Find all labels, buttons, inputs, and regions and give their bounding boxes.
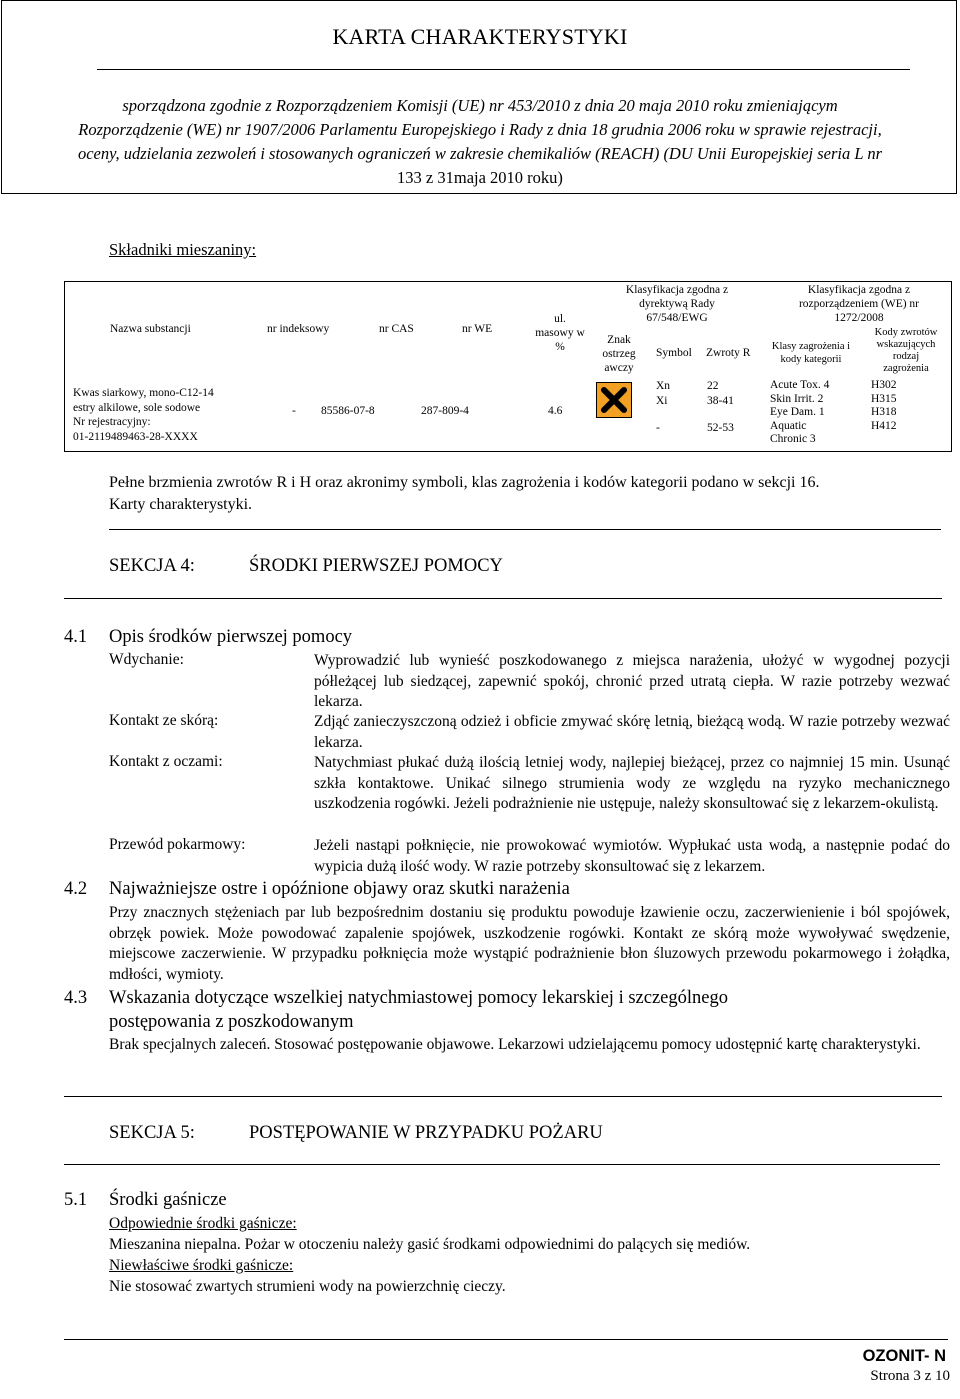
h-code-3: H318: [871, 406, 897, 418]
h-code-1: H302: [871, 379, 897, 391]
document-title: KARTA CHARAKTERYSTYKI: [332, 24, 628, 49]
note-line-2: Karty charakterystyki.: [109, 496, 253, 513]
h-code-4: H412: [871, 419, 897, 432]
first-aid-text: Wyprowadzić lub wynieść poszkodowanego z miejsca narażenia, ułożyć w wygodnej pozycji półleżącej lub siedzącej, zapewnić spokój, chronić przed utratą ciepła. W razie potrzeby wezwać lekarza.: [314, 652, 950, 710]
subsection-4-2-title: Najważniejsze ostre i opóźnione objawy oraz skutki narażenia: [109, 879, 570, 899]
header-mass: [517, 312, 603, 354]
composition-heading: Składniki mieszaniny:: [109, 240, 257, 259]
hazard-classes: [770, 379, 829, 447]
header-hcodes: [861, 327, 951, 375]
substance-name: [73, 386, 214, 444]
unsuitable-media-text: Nie stosować zwartych strumieni wody na powierzchnię cieczy.: [109, 1278, 506, 1295]
medical-aid-text: Brak specjalnych zaleceń. Stosować postępowanie objawowe. Lekarzowi udzielającemu pomocy udostępnić kartę charakterystyki.: [109, 1036, 921, 1053]
r-phrase-3: 52-53: [707, 422, 734, 434]
header-sign-1: Znak: [607, 334, 631, 346]
symbol-none: -: [656, 422, 660, 434]
substance-name-4: 01-2119489463-28-XXXX: [73, 430, 198, 443]
subsection-4-1-number: 4.1: [64, 627, 88, 647]
subsection-4-3-title: [109, 986, 950, 1034]
header-hcodes-4: zagrożenia: [883, 363, 929, 374]
header-regulation-1: Klasyfikacja zgodna z: [807, 284, 911, 296]
section-4-title: ŚRODKI PIERWSZEJ POMOCY: [249, 556, 503, 576]
subtitle-line-1: sporządzona zgodnie z Rozporządzeniem Komisji (UE) nr 453/2010 z dnia 20 maja 2010 roku zmieniającym: [122, 96, 838, 115]
h-code-2: H315: [871, 392, 897, 405]
class-2: Skin Irrit. 2: [770, 392, 824, 405]
header-r-phrases: Zwroty R: [706, 347, 751, 359]
header-classes-2: kody kategorii: [780, 354, 842, 365]
subtitle-line-4: 133 z 31maja 2010 roku): [397, 168, 563, 187]
header-regulation-2: rozporządzeniem (WE) nr: [798, 298, 920, 310]
h-codes: [871, 379, 897, 433]
subsection-5-1-title: Środki gaśnicze: [109, 1190, 227, 1210]
first-aid-text: Zdjąć zanieczyszczoną odzież i obficie zmywać skórę letnią, bieżącą wodą. W razie potrzeby wezwać lekarza.: [314, 713, 950, 751]
r-phrase-1: 22: [707, 380, 719, 392]
suitable-media-label: Odpowiednie środki gaśnicze:: [109, 1215, 297, 1232]
subsection-4-3-number: 4.3: [64, 988, 88, 1008]
r-phrase-2: 38-41: [707, 394, 734, 407]
subsection-4-1-title: Opis środków pierwszej pomocy: [109, 627, 353, 647]
header-directive-3: 67/548/EWG: [646, 312, 708, 324]
header-index: nr indeksowy: [267, 323, 330, 335]
index-value: -: [292, 405, 296, 417]
header-directive-1: Klasyfikacja zgodna z: [625, 284, 729, 296]
first-aid-label: Kontakt ze skórą:: [109, 712, 219, 729]
first-aid-text: Natychmiast płukać dużą ilością letniej wody, najlepiej bieżącej, przez co najmniej 15 min. Usunąć szkła kontaktowe. Unikać silnego strumienia wody ze względu na ryzyko mechanicznego uszkodzenia rogówki. Jeżeli podrażnienie nie ustępuje, należy skonsultować się z lekarzem-okulistą.: [314, 754, 950, 812]
page-number: Strona 3 z 10: [870, 1368, 950, 1384]
symbol-xn: Xn: [656, 380, 671, 392]
first-aid-label: Przewód pokarmowy:: [109, 836, 246, 853]
header-sign: [597, 333, 641, 375]
substance-name-2: estry alkilowe, sole sodowe: [73, 401, 201, 414]
section-5-title: POSTĘPOWANIE W PRZYPADKU POŻARU: [249, 1123, 603, 1143]
subsection-5-1-number: 5.1: [64, 1190, 88, 1210]
first-aid-text: Jeżeli nastąpi połknięcie, nie prowokować wymiotów. Wypłukać usta wodą, a następnie podać do wypicia dużą ilość wody. W razie potrzeby skonsultować się z lekarzem.: [314, 837, 950, 875]
subsection-4-3-title-1: Wskazania dotyczące wszelkiej natychmiastowej pomocy lekarskiej i szczególnego: [109, 988, 728, 1008]
unsuitable-media-label: Niewłaściwe środki gaśnicze:: [109, 1257, 294, 1274]
subtitle-line-2: Rozporządzenie (WE) nr 1907/2006 Parlamentu Europejskiego i Rady z dnia 18 grudnia 2006 roku w sprawie rejestracji,: [78, 120, 882, 139]
header-sign-2: ostrzeg: [602, 348, 636, 360]
header-mass-3: %: [555, 341, 565, 353]
header-directive: [592, 283, 762, 325]
divider-rule: [64, 598, 942, 599]
divider-rule: [64, 1096, 942, 1097]
subsection-4-2-number: 4.2: [64, 879, 88, 899]
r-phrase-values: [707, 379, 734, 436]
section-4-number: SEKCJA 4:: [109, 556, 195, 576]
divider-rule: [64, 1164, 940, 1165]
we-value: 287-809-4: [421, 405, 469, 417]
section-5-number: SEKCJA 5:: [109, 1123, 195, 1143]
cas-value: 85586-07-8: [321, 405, 375, 417]
header-directive-2: dyrektywą Rady: [639, 298, 715, 310]
symbol-xi: Xi: [656, 394, 668, 407]
subtitle-line-3: oceny, udzielania zezwoleń i stosowanych ograniczeń w zakresie chemikaliów (REACH) (DU Unii Europejskiej seria L nr: [77, 144, 883, 163]
note-line-1: Pełne brzmienia zwrotów R i H oraz akronimy symboli, klas zagrożenia i kodów kategorii podano w sekcji 16.: [109, 474, 820, 491]
symbol-values: [656, 379, 670, 436]
regulation-subtitle: [40, 94, 920, 190]
header-cas: nr CAS: [379, 323, 414, 335]
class-3: Eye Dam. 1: [770, 406, 825, 418]
harmful-irritant-x-icon: [596, 382, 632, 418]
header-symbol: Symbol: [656, 347, 692, 359]
first-aid-label: Kontakt z oczami:: [109, 753, 223, 770]
product-name: OZONIT- N: [862, 1347, 946, 1365]
class-4: Aquatic: [770, 419, 807, 432]
header-hcodes-2: wskazujących: [876, 339, 936, 350]
first-aid-label: Wdychanie:: [109, 651, 184, 668]
header-we: nr WE: [462, 323, 493, 335]
class-5: Chronic 3: [770, 433, 816, 445]
header-regulation: [765, 283, 953, 325]
header-mass-1: ul.: [554, 313, 566, 325]
mass-value: 4.6: [548, 405, 563, 417]
divider-rule: [109, 529, 941, 530]
class-1: Acute Tox. 4: [770, 379, 830, 391]
header-mass-2: masowy w: [535, 327, 585, 339]
composition-table: [64, 281, 952, 452]
header-name: Nazwa substancji: [110, 323, 191, 335]
header-regulation-3: 1272/2008: [834, 312, 884, 324]
header-sign-3: awczy: [604, 362, 634, 374]
substance-name-3: Nr rejestracyjny:: [73, 416, 151, 428]
substance-name-1: Kwas siarkowy, mono-C12-14: [73, 387, 214, 399]
composition-note: [109, 472, 939, 516]
header-hcodes-1: Kody zwrotów: [874, 327, 938, 338]
suitable-media-text: Mieszanina niepalna. Pożar w otoczeniu należy gasić środkami odpowiednimi do palących się mediów.: [109, 1236, 751, 1253]
title-rule: [97, 69, 910, 70]
header-hcodes-3: rodzaj: [892, 351, 920, 362]
footer-rule: [64, 1339, 948, 1340]
symptoms-text: Przy znacznych stężeniach par lub bezpośrednim dostaniu się produktu powoduje łzawienie oczu, zaczerwienienie i ból spojówek, obrzęk powiek. Może powodować zapalenie spojówek, uszkodzenie rogówki. Kontakt ze skórą może wywoływać swędzenie, miejscowe zaczerwienie. W przypadku połknięcia może wystąpić podrażnienie błon śluzowych przewodu pokarmowego i żołądka, mdłości, wymioty.: [109, 904, 950, 983]
header-classes: [761, 340, 861, 366]
header-classes-1: Klasy zagrożenia i: [771, 341, 851, 352]
subsection-4-3-title-2: postępowania z poszkodowanym: [109, 1012, 354, 1032]
